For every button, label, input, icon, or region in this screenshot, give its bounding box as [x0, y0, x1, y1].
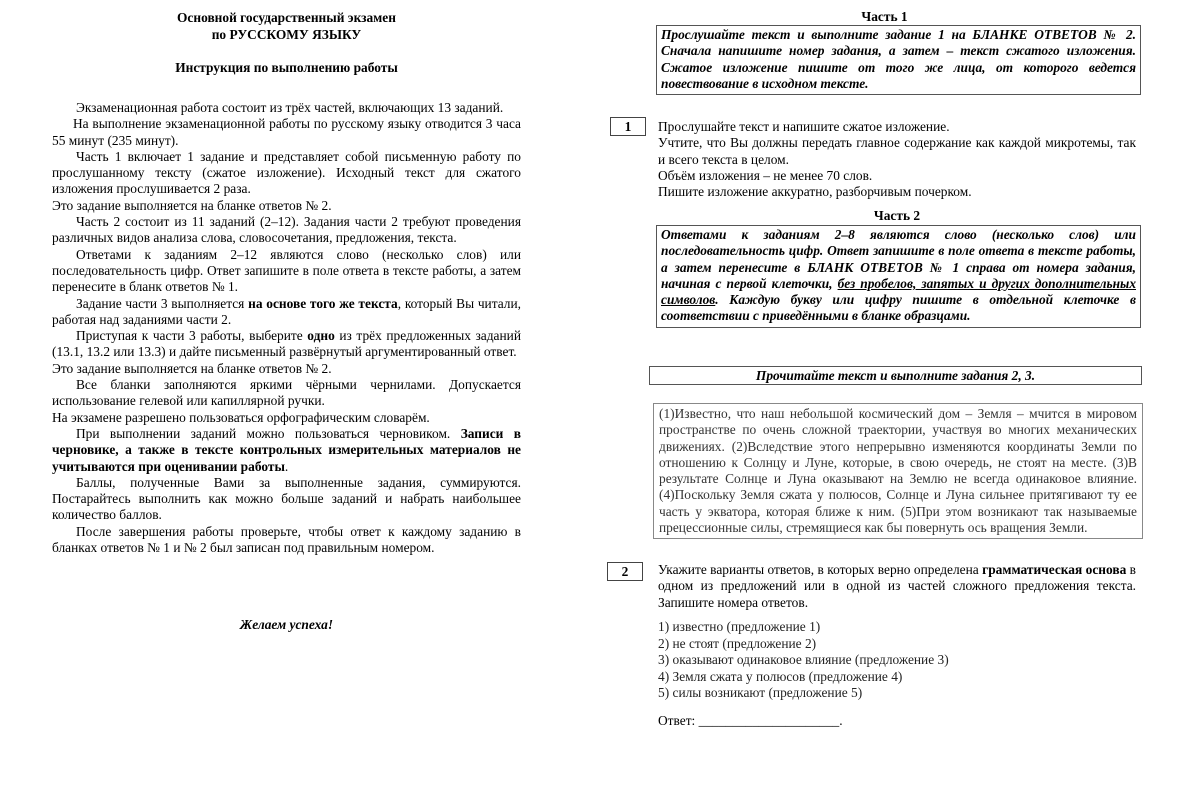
text-run: , который Вы читали, работая над заданиями части 2. — [52, 295, 521, 327]
paragraph: Это задание выполняется на бланке ответов № 2. — [52, 197, 332, 213]
text-run: Ответами к заданиям 2–8 являются слово (несколько слов) или последовательность цифр. Ответ запишите в поле ответа в тексте работы, а затем перенесите в БЛАНК ОТВЕТОВ № 1 справа от номера задания, начиная с первой клеточки, — [661, 227, 1136, 291]
paragraph: Часть 1 включает 1 задание и представляет собой письменную работу по прослушанному тексту (сжатое изложение). Исходный текст для сжатого изложения прослушивается 2 раза. — [52, 148, 521, 197]
task1-line: Учтите, что Вы должны передать главное содержание как каждой микротемы, так и всего текста в целом. — [658, 135, 1136, 167]
paragraph: Экзаменационная работа состоит из трёх частей, включающих 13 заданий. — [76, 100, 504, 115]
part1-title: Часть 1 — [861, 9, 908, 24]
paragraph: После завершения работы проверьте, чтобы ответ к каждому заданию в бланках ответов № 1 и № 2 был записан под правильным номером. — [52, 523, 521, 556]
answer-line[interactable] — [658, 713, 843, 729]
paragraph: Все бланки заполняются яркими чёрными чернилами. Допускается использование гелевой или капиллярной ручки. — [52, 377, 521, 409]
instruction-body — [52, 100, 521, 556]
answer-options — [658, 619, 1136, 702]
text-run: . — [284, 458, 289, 474]
text-run-bold: Записи в черновике, а также в тексте контрольных измерительных материалов не учитываются при оценивании работы — [52, 425, 521, 474]
paragraph: Это задание выполняется на бланке ответов № 2. — [52, 360, 332, 376]
task2-text — [658, 562, 1136, 611]
part2-title: Часть 2 — [873, 208, 921, 223]
answer-label: Ответ: — [658, 713, 699, 728]
exam-title: Основной государственный экзамен — [177, 10, 396, 25]
task1-body — [658, 119, 1136, 200]
paragraph — [52, 296, 521, 329]
text-run: из трёх предложенных заданий (13.1, 13.2 или 13.3) и дайте письменный развёрнутый аргументированный ответ. — [52, 328, 521, 360]
paragraph: Баллы, полученные Вами за выполненные задания, суммируются. Постарайтесь выполнить как можно больше заданий и набрать наибольшее количество баллов. — [52, 474, 521, 523]
text-run: Задание части 3 выполняется — [76, 295, 249, 311]
paragraph: Часть 2 состоит из 11 заданий (2–12). Задания части 2 требуют проведения различных видов анализа слова, словосочетания, предложения, текста. — [52, 214, 521, 246]
paragraph: На экзамене разрешено пользоваться орфографическим словарём. — [52, 409, 430, 425]
task1-line: Объём изложения – не менее 70 слов. — [658, 167, 873, 183]
text-run: Приступая к части 3 работы, выберите — [76, 328, 308, 344]
text-run: Укажите варианты ответов, в которых верно определена — [658, 562, 983, 577]
paragraph: На выполнение экзаменационной работы по русскому языку отводится 3 часа 55 минут (235 минут). — [52, 116, 521, 148]
text-run: При выполнении заданий можно пользоваться черновиком. — [76, 425, 461, 441]
text-run-bold: одно — [307, 328, 335, 344]
task2-question — [658, 562, 1136, 611]
text-run-bold: грамматическая основа — [982, 562, 1127, 577]
task-number-2: 2 — [607, 562, 643, 581]
answer-option: 3) оказывают одинаковое влияние (предложение 3) — [658, 652, 949, 667]
paragraph — [52, 328, 521, 361]
read-text-banner: Прочитайте текст и выполните задания 2, 3. — [649, 366, 1142, 385]
text-run-bold: на основе того же текста — [248, 295, 398, 311]
text-run: в одном из предложений или в одной из частей сложного предложения текста. Запишите номера ответов. — [658, 562, 1137, 610]
text-run-underlined: без пробелов, запятых и других дополнительных символов — [661, 275, 1137, 308]
task1-line: Прослушайте текст и напишите сжатое изложение. — [658, 119, 950, 134]
answer-field[interactable]: _____________________. — [698, 713, 843, 728]
reading-text: (1)Известно, что наш небольшой космический дом – Земля – мчится в мировом пространстве по очень сложной траектории, участвуя во многих механических движениях. (2)Вследствие этого непрерывно изменяются координаты Земли по отношению к Солнцу и Луне, которые, в свою очередь, не стоят на месте. (3)В результате Солнце и Луна оказывают на Землю не всегда одинаковое влияние. (4)Поскольку Земля сжата у полюсов, Солнце и Луна сильнее притягивают ту ее часть у экватора, которая ближе к ним. (5)При этом возникают так называемые прецессионные силы, стремящиеся как бы повернуть ось вращения Земли. — [653, 403, 1143, 539]
paragraph — [52, 426, 521, 475]
answer-option: 5) силы возникают (предложение 5) — [658, 685, 863, 700]
exam-subject: по РУССКОМУ ЯЗЫКУ — [211, 27, 362, 42]
task-number-1: 1 — [610, 117, 646, 136]
part2-instruction-box — [656, 225, 1141, 328]
answer-option: 4) Земля сжата у полюсов (предложение 4) — [658, 668, 903, 684]
part1-instruction-box: Прослушайте текст и выполните задание 1 на БЛАНКЕ ОТВЕТОВ № 2. Сначала напишите номер задания, а затем – текст сжатого изложения. Сжатое изложение пишите от того же лица, от которого ведется повествование в исходном тексте. — [656, 25, 1141, 95]
instruction-title: Инструкция по выполнению работы — [175, 60, 398, 75]
paragraph: Ответами к заданиям 2–12 являются слово (несколько слов) или последовательность цифр. Ответ запишите в поле ответа в тексте работы, а затем перенесите в бланк ответов № 1. — [52, 246, 521, 295]
answer-option: 1) известно (предложение 1) — [658, 619, 821, 634]
task1-line: Пишите изложение аккуратно, разборчивым почерком. — [658, 184, 972, 200]
closing-wish: Желаем успеха! — [239, 617, 334, 632]
text-run: . Каждую букву или цифру пишите в отдельной клеточке в соответствии с приведёнными в бланке образцами. — [661, 292, 1136, 324]
answer-option: 2) не стоят (предложение 2) — [658, 635, 817, 651]
